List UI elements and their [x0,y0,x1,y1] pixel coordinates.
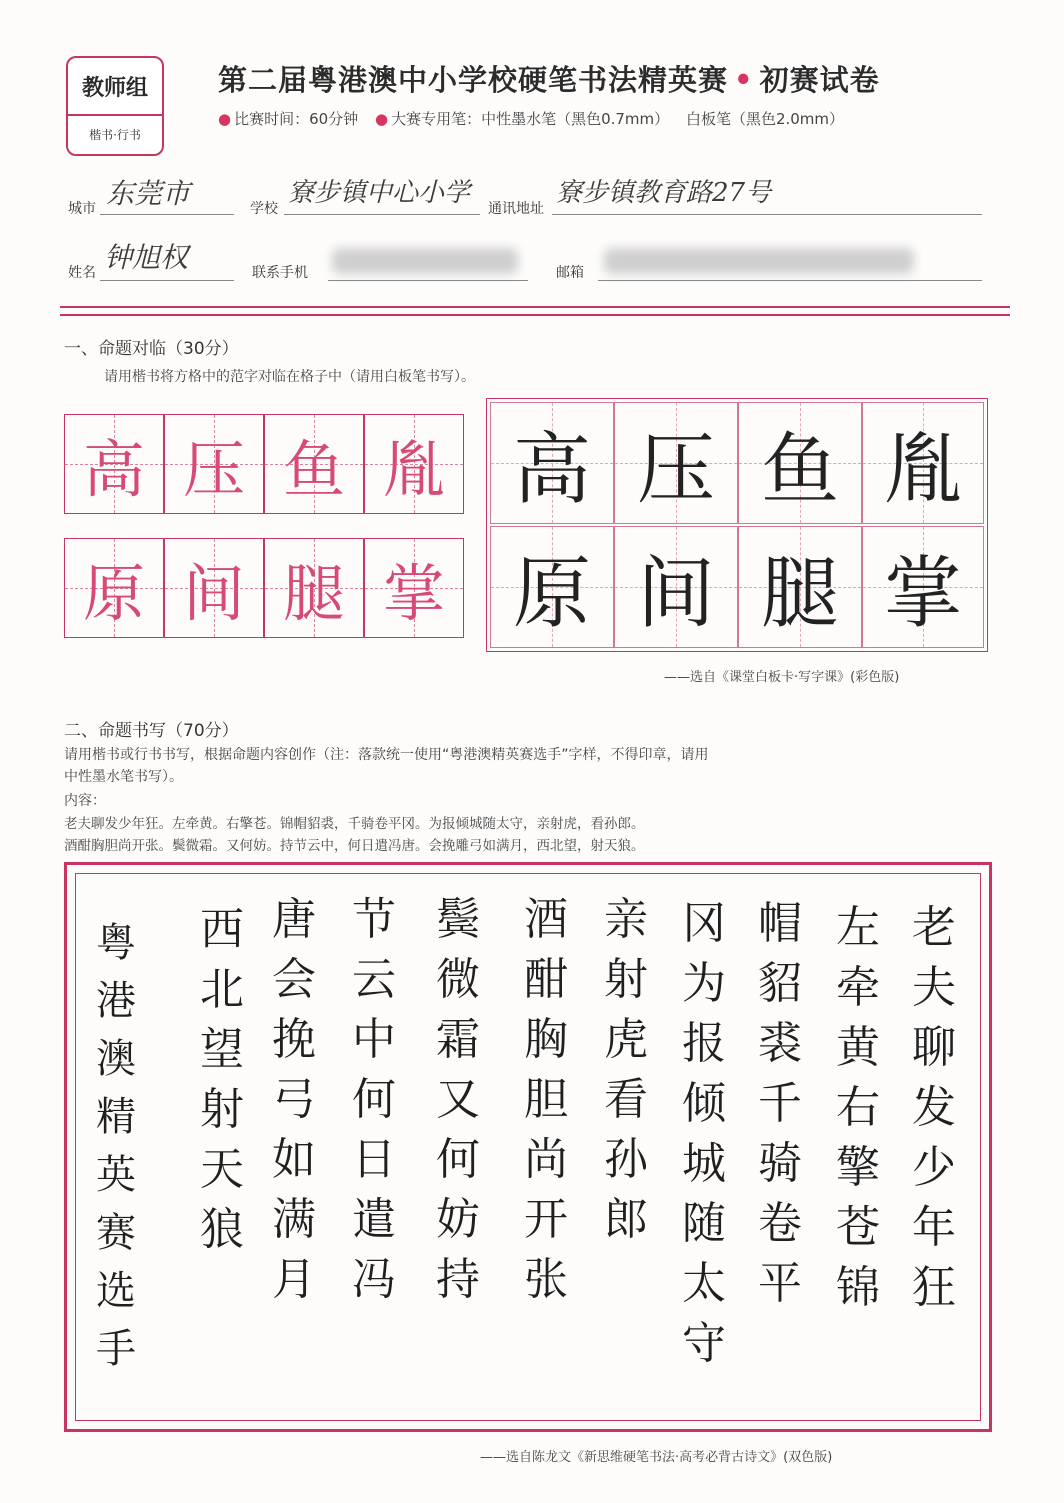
handwritten-char: 持 [436,1254,480,1305]
model-cell: 掌 [862,526,984,648]
model-cell: 鱼 [738,402,862,524]
handwritten-char: 夫 [912,962,956,1013]
section2-instruction-line1: 请用楷书或行书书写，根据命题内容创作（注：落款统一使用“粤港澳精英赛选手”字样，不得印章，请用 [64,747,709,763]
handwritten-char: 卷 [758,1198,802,1249]
name-underline [100,280,234,281]
signature-column [96,914,136,1378]
handwritten-char: 年 [912,1202,956,1253]
copy-cell[interactable]: 腿 [264,538,364,638]
handwritten-char: 为 [682,958,726,1009]
handwritten-char: 何 [352,1074,396,1125]
section2-instruction-line2: 中性墨水笔书写）。 [64,769,183,785]
email-label: 邮箱 [556,265,584,281]
handwritten-char: 少 [912,1142,956,1193]
handwritten-char: 狂 [912,1262,956,1313]
handwritten-char: 郎 [604,1194,648,1245]
handwritten-char: 牵 [836,962,880,1013]
school-underline [284,214,480,215]
handwritten-char: 左 [836,902,880,953]
writing-frame[interactable] [64,862,992,1432]
handwritten-char: 胸 [524,1014,568,1065]
handwritten-char: 苍 [836,1202,880,1253]
bullet-icon: ● [218,110,232,128]
city-underline [100,214,234,215]
bullet-icon: ● [374,110,389,128]
handwritten-char: 黄 [836,1022,880,1073]
content-line2: 酒酣胸胆尚开张。鬓微霜。又何妨。持节云中，何日遣冯唐。会挽雕弓如满月，西北望，射天狼。 [64,838,645,854]
handwritten-char: 如 [272,1134,316,1185]
handwritten-char: 锦 [836,1262,880,1313]
handwritten-char: 发 [912,1082,956,1133]
handwritten-char: 右 [836,1082,880,1133]
copy-cell[interactable]: 压 [164,414,264,514]
address-field[interactable]: 寮步镇教育路27号 [556,178,772,208]
handwritten-char: 又 [436,1074,480,1125]
handwritten-char: 节 [352,894,396,945]
handwritten-char: 孙 [604,1134,648,1185]
handwritten-char: 看 [604,1074,648,1125]
phone-field-redacted[interactable] [332,248,518,274]
handwritten-char: 港 [96,978,136,1024]
writing-column [758,894,802,1314]
section1-instruction: 请用楷书将方格中的范字对临在格子中（请用白板笔书写）。 [104,369,475,385]
handwritten-char: 英 [96,1152,136,1198]
content-label: 内容： [64,793,106,809]
copy-cell[interactable]: 胤 [364,414,464,514]
handwritten-char: 亲 [604,894,648,945]
model-cell: 胤 [862,402,984,524]
copy-cell[interactable]: 高 [64,414,164,514]
model-cell: 间 [614,526,738,648]
handwritten-char: 随 [682,1198,726,1249]
handwritten-char: 会 [272,954,316,1005]
info-pen: 大赛专用笔：中性墨水笔（黑色0.7mm） [391,110,670,128]
writing-column [836,898,880,1318]
handwritten-char: 冈 [682,898,726,949]
writing-frame-inner [75,873,981,1421]
handwritten-char: 骑 [758,1138,802,1189]
section2-heading: 二、命题书写（70分） [64,721,239,741]
model-cell: 原 [490,526,614,648]
handwritten-char: 何 [436,1134,480,1185]
section1-credit: ——选自《课堂白板卡·写字课》(彩色版) [664,670,900,685]
handwritten-char: 开 [524,1194,568,1245]
section2-credit: ——选自陈龙文《新思维硬笔书法·高考必背古诗文》(双色版) [480,1450,833,1465]
title-separator: • [734,63,754,97]
group-badge [66,56,164,156]
model-cell: 高 [490,402,614,524]
handwritten-char: 千 [758,1078,802,1129]
handwritten-char: 老 [912,902,956,953]
info-time: 比赛时间：60分钟 [234,110,359,128]
writing-column [436,890,480,1310]
handwritten-char: 报 [682,1018,726,1069]
email-field-redacted[interactable] [604,248,914,274]
handwritten-char: 张 [524,1254,568,1305]
handwritten-char: 选 [96,1268,136,1314]
writing-column [604,890,648,1250]
handwritten-char: 月 [272,1254,316,1305]
writing-column [272,890,316,1310]
header-divider-bottom [60,314,1010,316]
handwritten-char: 胆 [524,1074,568,1125]
handwritten-char: 霜 [436,1014,480,1065]
handwritten-char: 聊 [912,1022,956,1073]
handwritten-char: 北 [200,964,244,1015]
handwritten-char: 鬓 [436,894,480,945]
copy-cell[interactable]: 鱼 [264,414,364,514]
copy-cell[interactable]: 掌 [364,538,464,638]
info-board: 白板笔（黑色2.0mm） [685,110,845,128]
handwritten-char: 守 [682,1318,726,1369]
address-label: 通讯地址 [488,201,544,217]
handwritten-char: 裘 [758,1018,802,1069]
handwritten-char: 倾 [682,1078,726,1129]
handwritten-char: 擎 [836,1142,880,1193]
handwritten-char: 西 [200,904,244,955]
handwritten-char: 冯 [352,1254,396,1305]
handwritten-char: 中 [352,1014,396,1065]
handwritten-char: 射 [200,1084,244,1135]
handwritten-char: 挽 [272,1014,316,1065]
badge-script-label: 楷书·行书 [89,127,141,142]
handwritten-char: 天 [200,1144,244,1195]
handwritten-char: 尚 [524,1134,568,1185]
handwritten-char: 望 [200,1024,244,1075]
name-label: 姓名 [68,265,96,281]
writing-column [200,900,244,1260]
handwritten-char: 日 [352,1134,396,1185]
name-field[interactable]: 钟旭权 [104,241,189,274]
model-cell: 压 [614,402,738,524]
page-title [218,58,880,99]
handwritten-char: 貂 [758,958,802,1009]
handwritten-char: 赛 [96,1210,136,1256]
title-end: 初赛试卷 [759,63,880,97]
handwritten-char: 虎 [604,1014,648,1065]
handwritten-char: 弓 [272,1074,316,1125]
school-field[interactable]: 寮步镇中心小学 [288,178,471,208]
writing-column [682,894,726,1374]
handwritten-char: 澳 [96,1036,136,1082]
handwritten-char: 太 [682,1258,726,1309]
badge-group-label: 教师组 [81,75,148,101]
copy-cell[interactable]: 间 [164,538,264,638]
handwritten-char: 微 [436,954,480,1005]
handwritten-char: 狼 [200,1204,244,1255]
city-label: 城市 [68,201,96,217]
title-main: 第二届粤港澳中小学校硬笔书法精英赛 [218,63,729,97]
header-divider-top [60,306,1010,308]
phone-underline [328,280,528,281]
phone-label: 联系手机 [252,265,308,281]
badge-divider [68,114,162,116]
email-underline [598,280,982,281]
city-field[interactable]: 东莞市 [106,177,191,210]
section1-heading: 一、命题对临（30分） [64,339,239,359]
handwritten-char: 城 [682,1138,726,1189]
handwritten-char: 妨 [436,1194,480,1245]
handwritten-char: 遣 [352,1194,396,1245]
handwritten-char: 酣 [524,954,568,1005]
writing-column [352,890,396,1310]
copy-cell[interactable]: 原 [64,538,164,638]
handwritten-char: 酒 [524,894,568,945]
writing-column [524,890,568,1310]
writing-column [912,898,956,1318]
handwritten-char: 手 [96,1326,136,1372]
handwritten-char: 云 [352,954,396,1005]
exam-info [218,108,844,129]
handwritten-char: 唐 [272,894,316,945]
address-underline [552,214,982,215]
content-line1: 老夫聊发少年狂。左牵黄。右擎苍。锦帽貂裘，千骑卷平冈。为报倾城随太守，亲射虎，看孙郎。 [64,816,645,832]
handwritten-char: 粤 [96,920,136,966]
school-label: 学校 [250,201,278,217]
handwritten-char: 精 [96,1094,136,1140]
handwritten-char: 满 [272,1194,316,1245]
model-cell: 腿 [738,526,862,648]
handwritten-char: 射 [604,954,648,1005]
handwritten-char: 帽 [758,898,802,949]
handwritten-char: 平 [758,1258,802,1309]
